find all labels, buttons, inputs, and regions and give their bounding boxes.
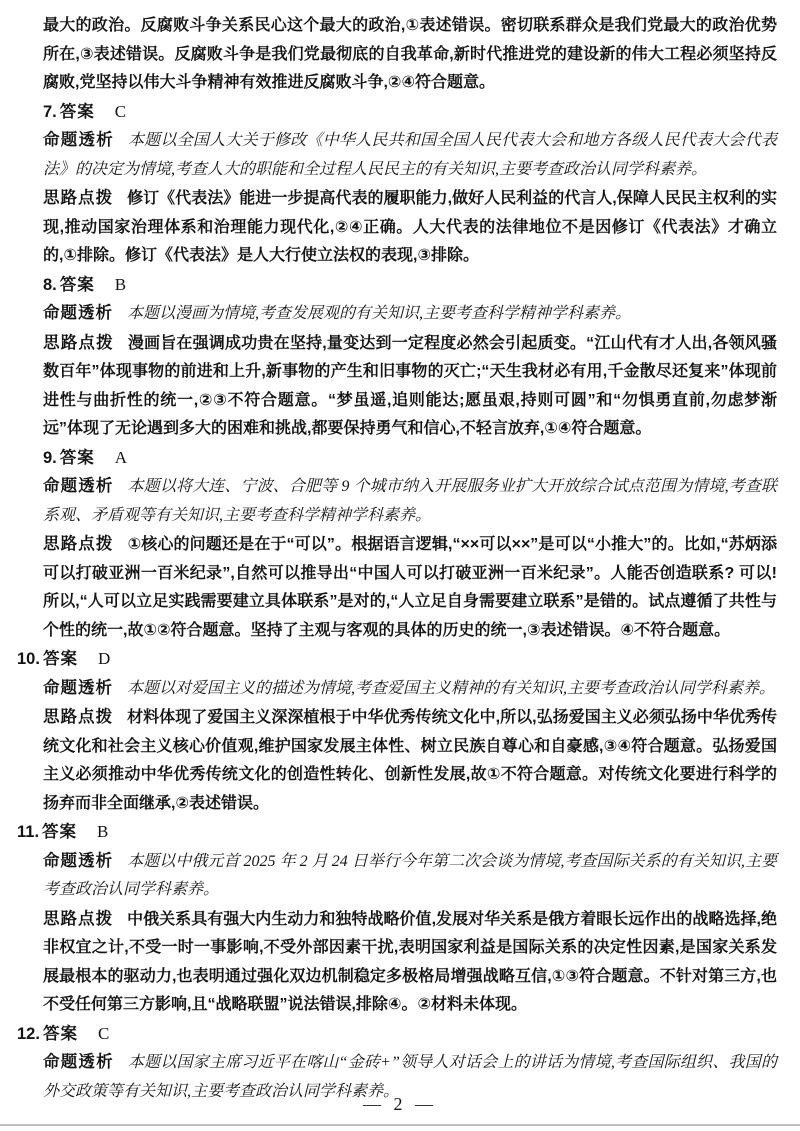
answer-header [43,444,777,473]
proposition-analysis-text: 本题以国家主席习近平在喀山“金砖+”领导人对话会上的讲话为情境,考查国际组织、我国的外交政策等有关知识,主要考查政治认同学科素养。 [43,1054,777,1100]
proposition-analysis-label: 命题透析 [43,851,114,870]
thinking-guide-section [43,184,777,271]
proposition-analysis-text: 本题以漫画为情境,考查发展观的有关知识,主要考查科学精神学科素养。 [127,305,632,322]
answer-header [17,645,777,674]
thinking-guide-label: 思路点拨 [43,909,114,928]
proposition-analysis-label: 命题透析 [43,1053,114,1071]
answer-letter: B [97,822,109,841]
thinking-guide-text: 中俄关系具有强大内生动力和独特战略价值,发展对华关系是俄方着眼长远作出的战略选择,绝非权宜之计,不受一时一事影响,不受外部因素干扰,表明国家利益是国际关系的决定性因素,是国家关系发展最根本的驱动力,也表明通过强化双边机制稳定多极格局增强战略互信,①③符合题意。不针对第三方,也不受任何第三方影响,且“战略联盟”说法错误,排除④。②材料未体现。 [43,910,777,1013]
answer-label: 答案 [59,448,95,467]
proposition-analysis-section [43,847,777,905]
thinking-guide-label: 思路点拨 [43,189,114,207]
thinking-guide-text: ①核心的问题还是在于“可以”。根据语言逻辑,“××可以××”是可以“小推大”的。比如,“苏炳添可以打破亚洲一百米纪录”,自然可以推导出“中国人可以打破亚洲一百米纪录”。人能否创造联系? 可以! 所以,“人可以立足实践需要建立具体联系”是对的,“人立足自身需要建立联系”是错的。试点遵循了共性与个性的统一,故①②符合题意。坚持了主观与客观的具体的历史的统一,③表述错误。④不符合题意。 [43,536,777,639]
thinking-guide-section [43,905,777,1020]
answer-letter: A [114,447,128,467]
question-number: 8. [43,275,57,294]
question-number: 7. [43,102,57,121]
proposition-analysis-text: 本题以中俄元首 2025 年 2 月 24 日举行今年第二次会谈为情境,考查国际关系的有关知识,主要考查政治认同学科素养。 [43,852,778,898]
proposition-analysis-section [43,674,777,704]
answer-item-7 [43,98,777,271]
proposition-analysis-text: 本题以将大连、宁波、合肥等 9 个城市纳入开展服务业扩大开放综合试点范围为情境,考查联系观、矛盾观等有关知识,主要考查科学精神学科素养。 [43,478,778,524]
answer-label: 答案 [42,823,78,841]
answer-key-content [17,12,778,1106]
answer-item-10 [17,645,777,818]
thinking-guide-section [43,329,777,444]
answer-item-11 [17,818,778,1020]
proposition-analysis-section [43,472,777,530]
thinking-guide-text: 材料体现了爱国主义深深植根于中华优秀传统文化中,所以,弘扬爱国主义必须弘扬中华优秀传统文化和社会主义核心价值观,维护国家发展主体性、树立民族自尊心和自豪感,③④符合题意。弘扬爱国主义必须推动中华优秀传统文化的创造性转化、创新性发展,故①不符合题意。对传统文化要进行科学的扬弃而非全面继承,②表述错误。 [43,709,777,812]
proposition-analysis-label: 命题透析 [43,477,114,495]
page-bottom-edge-line [0,1124,800,1126]
thinking-guide-label: 思路点拨 [43,535,114,553]
continuation-paragraph: 最大的政治。反腐败斗争关系民心这个最大的政治,①表述错误。密切联系群众是我们党最大的政治优势所在,③表述错误。反腐败斗争是我们党最彻底的自我革命,新时代推进党的建设新的伟大工程必须坚持反腐败,党坚持以伟大斗争精神有效推进反腐败斗争,②④符合题意。 [43,17,777,91]
question-number: 9. [43,448,57,467]
answer-header [17,1020,777,1049]
answer-header [43,271,777,300]
proposition-analysis-text: 本题以全国人大关于修改《中华人民共和国全国人民代表大会和地方各级人民代表大会代表法》的决定为情境,考查人大的职能和全过程人民民主的有关知识,主要考查政治认同学科素养。 [43,132,777,178]
question-number: 12. [17,1024,40,1043]
thinking-guide-text: 漫画旨在强调成功贵在坚持,量变达到一定程度必然会引起质变。“江山代有才人出,各领风骚数百年”体现事物的前进和上升,新事物的产生和旧事物的灭亡;“天生我材必有用,千金散尽还复来”体现前进性与曲折性的统一,②③不符合题意。“梦虽遥,追则能达;愿虽艰,持则可圆”和“勿惧勇直前,勿虑梦渐远”体现了无论遇到多大的困难和挑战,都要保持勇气和信心,不轻言放弃,①④符合题意。 [43,334,777,437]
thinking-guide-label: 思路点拨 [43,708,114,726]
question-number: 11. [17,823,40,841]
thinking-guide-section [43,703,777,818]
answer-item-9 [43,444,777,646]
proposition-analysis-label: 命题透析 [43,131,114,149]
answer-letter: C [114,101,127,121]
proposition-analysis-section [43,126,777,184]
thinking-guide-section [43,530,777,645]
answer-label: 答案 [59,275,95,294]
answer-label: 答案 [42,650,78,668]
answer-item-8 [43,271,777,444]
answer-label: 答案 [59,102,95,121]
proposition-analysis-text: 本题以对爱国主义的描述为情境,考查爱国主义精神的有关知识,主要考查政治认同学科素养。 [127,679,776,697]
answer-label: 答案 [42,1024,78,1043]
thinking-guide-text: 修订《代表法》能进一步提高代表的履职能力,做好人民利益的代言人,保障人民民主权利的实现,推动国家治理体系和治理能力现代化,②④正确。人大代表的法律地位不是因修订《代表法》才确立的,①排除。修订《代表法》是人大行使立法权的表现,③排除。 [43,190,777,264]
answer-header [17,818,777,847]
answer-letter: B [114,274,127,294]
answer-letter: D [97,649,111,668]
answer-letter: C [97,1023,110,1043]
answer-header [43,98,777,127]
question-number: 10. [17,650,40,668]
thinking-guide-label: 思路点拨 [43,333,114,352]
proposition-analysis-label: 命题透析 [43,678,113,697]
proposition-analysis-label: 命题透析 [43,304,113,322]
page-number: — 2 — [363,1094,437,1114]
proposition-analysis-section [43,299,777,329]
